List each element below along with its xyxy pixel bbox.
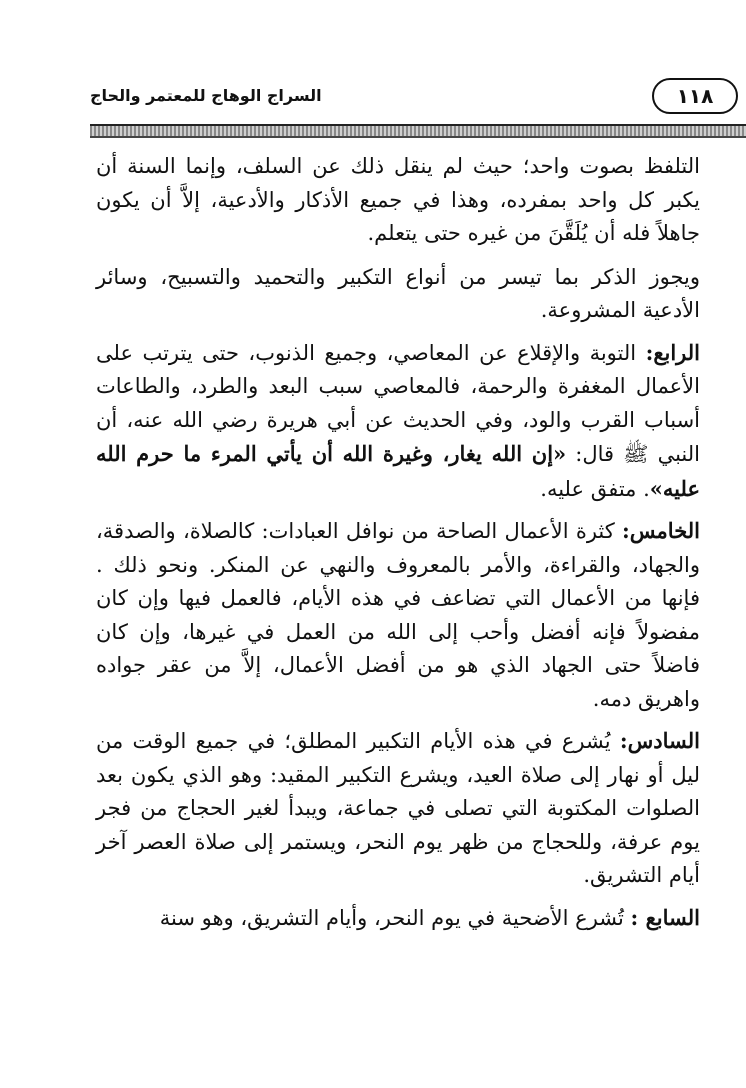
running-title: السراج الوهاج للمعتمر والحاج	[90, 86, 322, 105]
section-label: الرابع:	[645, 339, 700, 365]
section-label: الخامس:	[622, 518, 700, 543]
body-text	[96, 150, 700, 943]
paragraph-text: التلفظ بصوت واحد؛ حيث لم ينقل ذلك عن السلف، وإنما السنة أن يكبر كل واحد بمفرده، وهذا في جميع الأذكار والأدعية، إلاَّ أن يكون جاهلاً فله أن يُلَقَّنَ من غيره حتى يتعلم.	[96, 154, 700, 245]
section-label: السابع :	[630, 904, 700, 930]
paragraph-text: . متفق عليه.	[540, 476, 650, 501]
paragraph-text: تُشرع الأضحية في يوم النحر، وأيام التشريق، وهو سنة	[159, 905, 631, 930]
paragraph	[96, 150, 700, 251]
page-number: ١١٨	[652, 78, 738, 114]
header-rule	[90, 124, 746, 138]
paragraph	[96, 261, 700, 328]
hadith-quote: «إن الله يغار، وغيرة الله أن يأتي المرء ما حرم الله عليه»	[96, 441, 700, 501]
paragraph-text: كثرة الأعمال الصاحة من نوافل العبادات: كالصلاة، والصدقة، والجهاد، والقراءة، والأمر بالمعروف والنهي عن المنكر. ونحو ذلك . فإنها من الأعمال التي تضاعف في هذه الأيام، فالعمل فيها وإن كان مفضولاً فإنه أفضل وأحب إلى الله من العمل في غيرها، وإن كان فاضلاً حتى الجهاد الذي هو من أفضل الأعمال، إلاَّ من عقر جواده واهريق دمه.	[96, 519, 700, 711]
paragraph-text: التوبة والإقلاع عن المعاصي، وجميع الذنوب، حتى يترتب على الأعمال المغفرة والرحمة، فالمعاصي سبب البعد والطرد، والطاعات أسباب القرب والود، وفي الحديث عن أبي هريرة رضي الله عنه، أن النبي ﷺ قال:	[96, 340, 700, 466]
paragraph-seventh	[96, 901, 700, 936]
section-label: السادس:	[619, 728, 700, 753]
paragraph-fifth	[96, 514, 700, 716]
page-header	[90, 84, 714, 120]
paragraph-sixth	[96, 724, 700, 893]
paragraph-text: يُشرع في هذه الأيام التكبير المطلق؛ في جميع الوقت من ليل أو نهار إلى صلاة العيد، ويشرع التكبير المقيد: وهو الذي يكون بعد الصلوات المكتوبة التي تصلى في جماعة، ويبدأ لغير الحجاج من فجر يوم عرفة، وللحجاج من ظهر يوم النحر، ويستمر إلى صلاة العصر آخر أيام التشريق.	[96, 729, 700, 887]
paragraph-fourth	[96, 336, 700, 507]
paragraph-text: ويجوز الذكر بما تيسر من أنواع التكبير والتحميد والتسبيح، وسائر الأدعية المشروعة.	[96, 264, 700, 322]
